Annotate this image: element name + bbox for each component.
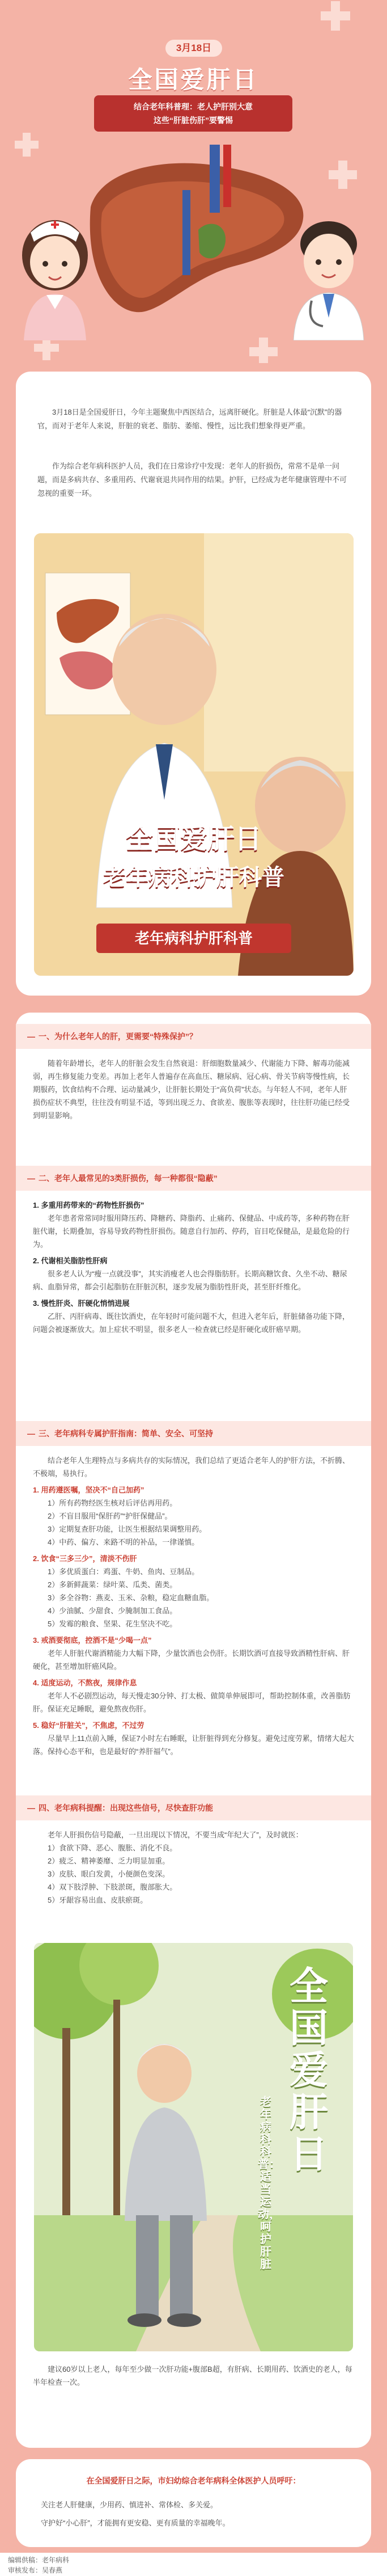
section-2-text-1: 老年患者常常同时服用降压药、降糖药、降脂药、止痛药、保健品、中成药等，多种药物在肝脏代谢，长期叠加，容易导致药物性肝损伤。随意自行加药、停药，盲目吃保健品，是最危险的行为。 [33,1214,350,1249]
subtitle-banner [94,95,292,132]
section-3-heading: — 三、老年病科专属护肝指南：简单、安全、可坚持 [16,1421,371,1446]
section-3-text-4: 老年人不必剧烈运动，每天慢走30分钟、打太极、做简单伸展即可，帮助控制体重，改善脂肪肝。保证充足睡眠，避免熬夜伤肝。 [33,1692,351,1713]
list-item: 1）所有药物经医生核对后评估再用药。 [48,1499,177,1507]
doctor-patient-illustration [34,533,354,976]
list-item: 2）不盲目服用“保肝药”“护肝保健品”。 [48,1512,172,1520]
section-3-sub-5: 5. 稳好“肝脏关”，不焦虑，不过劳 [33,1721,144,1730]
intro-paragraph-2: 作为综合老年病科医护人员，我们在日常诊疗中发现：老年人的肝损伤，常常不是单一问题，而是多病共存、多重用药、代谢衰退共同作用的结果。护肝，已经成为老年健康管理中不可忽视的重要一环。 [37,462,347,498]
list-item: 3）皮肤、眼白发黄，小便颜色变深。 [48,1870,170,1878]
section-3-title: 三、老年病科专属护肝指南：简单、安全、可坚持 [39,1429,213,1438]
section-1-body: 随着年龄增长，老年人的肝脏会发生自然衰退：肝细胞数量减少、代谢能力下降、解毒功能减弱，再生修复能力变差。再加上老年人普遍存在高血压、糖尿病、冠心病、骨关节病等慢性病，长期服药，饮食结构不合理、运动量减少，让肝脏长期处于“高负荷”状态。与年轻人不同，老年人肝损伤症状不典型，往往没有明显不适，等到出现乏力、食欲差、腹胀等表现时，往往肝功能已经受到明显影响。 [33,1059,350,1120]
list-item: 1）食欲下降、恶心、腹胀、消化不良。 [48,1844,177,1852]
list-item: 1）多优质蛋白：鸡蛋、牛奶、鱼肉、豆制品。 [48,1567,199,1576]
page-title: 全国爱肝日 [128,66,259,93]
appeal-card [16,2459,371,2547]
doctor-avatar [283,204,374,340]
appeal-line-1: 关注老人肝健康，少用药、慎进补、常体检、多关爱。 [41,2501,218,2509]
section-2-text-3: 乙肝、丙肝病毒、既往饮酒史，在年轻时可能问题不大，但进入老年后，肝脏储备功能下降，问题会被逐渐放大。加上症状不明显，很多老人一检查就已经是肝硬化或肝癌早期。 [33,1312,350,1334]
list-item: 3）定期复查肝功能，让医生根据结果调整用药。 [48,1525,207,1533]
vein-icon [210,145,220,213]
appeal-line-2: 守护好“小心肝”，才能拥有更安稳、更有质量的幸福晚年。 [41,2519,230,2527]
section-3-text-5: 尽量早上11点前入睡，保证7小时左右睡眠，让肝脏得到充分修复。避免过度劳累，情绪大起大落。保持心态平和，也是最好的“养肝福气”。 [33,1734,354,1756]
section-1-heading: — 一、为什么老年人的肝，更需要“特殊保护”？ [16,1024,371,1049]
list-item: 3）多全谷物：燕麦、玉米、杂粮，稳定血糖血脂。 [48,1593,214,1602]
editor-value: 老年病科 [42,2556,70,2564]
reviewer-line [8,2565,62,2575]
header-banner [0,0,387,363]
content-card [16,1013,371,2448]
list-item: 4）双下肢浮肿、下肢淤斑，腹部胀大。 [48,1883,177,1891]
list-item: 5）发霉的粮食、坚果、花生坚决不吃。 [48,1620,177,1628]
section-3-sub-4: 4. 适度运动，不熬夜，规律作息 [33,1679,137,1687]
subtitle-line-2: 这些“肝脏伤肝”要警惕 [154,116,233,125]
hero-ribbon: 老年病科护肝科普 [96,924,291,953]
section-3-sub-3: 3. 戒酒要彻底，控酒不是“少喝一点” [33,1636,152,1645]
section-4-intro: 老年人肝损伤信号隐蔽，一旦出现以下情况，不要当成“年纪大了”，及时就医： [48,1831,303,1839]
section-2-sub-3: 3. 慢性肝炎、肝硬化悄悄进展 [33,1299,130,1308]
section-2-heading: — 二、老年人最常见的3类肝损伤，每一种都很“隐蔽” [16,1166,371,1191]
hero-illustration [34,533,354,976]
section-2-sub-2: 2. 代谢相关脂肪性肝病 [33,1257,108,1265]
editor-line [8,2555,69,2565]
reviewer-label: 审核发布： [8,2566,42,2574]
date-pill: 3月18日 [165,40,222,57]
hero-subtitle: 老年病科护肝科普 [103,865,284,890]
list-item: 5）牙龈容易出血、皮肤瘀斑。 [48,1896,148,1904]
nurse-avatar [12,210,97,340]
hero-title: 全国爱肝日 [125,824,262,854]
poster-title: 全国爱肝日 [289,1965,328,2176]
section-1-title: 一、为什么老年人的肝，更需要“特殊保护”？ [39,1032,197,1041]
list-item: 2）疲乏、精神萎靡、乏力明显加重。 [48,1857,170,1865]
intro-paragraph-1: 3月18日是全国爱肝日，今年主题聚焦中西医结合，远离肝硬化。肝脏是人体最“沉默”的器官，而对于老年人来说，肝脏的衰老、脂肪、萎缩、慢性，远比我们想象得更严重。 [37,408,342,430]
section-2-text-2: 很多老人认为“瘦一点就没事”，其实消瘦老人也会得脂肪肝。长期高糖饮食、久坐不动、糖尿病、血脂异常，都会引起脂肪在肝脏沉积，逐步发展为脂肪性肝炎，甚至肝纤维化。 [33,1270,347,1291]
section-3-text-3: 老年人肝脏代谢酒精能力大幅下降，少量饮酒也会伤肝。长期饮酒可直接导致酒精性肝病、肝硬化，甚至增加肝癌风险。 [33,1649,350,1671]
section-3-sub-1: 1. 用药遵医嘱，坚决不“自己加药” [33,1486,144,1494]
reviewer-value: 吴春燕 [42,2566,63,2574]
section-4-body [33,1828,354,1907]
section-3-intro: 结合老年人生理特点与多病共存的实际情况，我们总结了更适合老年人的护肝方法，不折腾、不极端，易执行。 [33,1456,350,1478]
artery-icon [223,145,231,207]
exercise-poster [34,1943,353,2351]
section-4-heading: — 四、老年病科提醒：出现这些信号，尽快查肝功能 [16,1795,371,1820]
subtitle-line-1: 结合老年科普理：老人护肝别大意 [134,102,253,111]
section-4-title: 四、老年病科提醒：出现这些信号，尽快查肝功能 [39,1803,213,1812]
appeal-title: 在全国爱肝日之际，市妇幼综合老年病科全体医护人员呼吁： [86,2476,301,2485]
poster-subtitle: 老年病科科普：适当运动，呵护肝脏 [258,2096,280,2271]
editor-label: 编辑供稿： [8,2556,42,2564]
footer [0,2553,387,2576]
section-3-sub-2: 2. 饮食“三多三少”，清淡不伤肝 [33,1554,137,1563]
section-2-title: 二、老年人最常见的3类肝损伤，每一种都很“隐蔽” [39,1174,218,1183]
section-2-body [33,1199,354,1336]
list-item: 2）多新鲜蔬菜：绿叶菜、瓜类、菌类。 [48,1580,177,1589]
list-item: 4）中药、偏方、来路不明的补品，一律谨慎。 [48,1538,199,1546]
list-item: 4）少油腻、少甜食、少腌制加工食品。 [48,1607,177,1615]
section-2-sub-1: 1. 多重用药带来的“药物性肝损伤” [33,1201,144,1209]
liver-illustration [79,145,317,326]
section-3-body [33,1454,354,1758]
section-4-closing: 建议60岁以上老人，每年至少做一次肝功能+腹部B超，有肝病、长期用药、饮酒史的老人，每半年检查一次。 [33,2365,352,2387]
